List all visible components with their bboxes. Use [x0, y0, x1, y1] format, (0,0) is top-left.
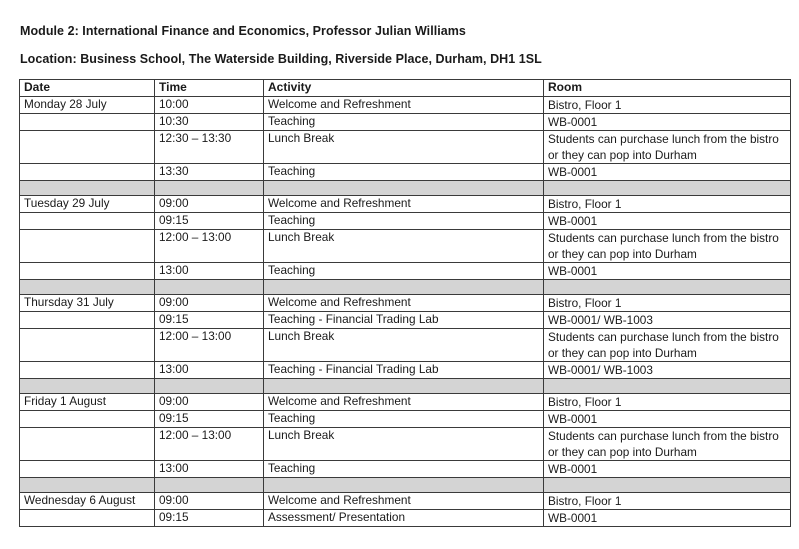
separator-cell — [544, 378, 791, 393]
activity-cell: Teaching — [264, 410, 544, 427]
separator-cell — [264, 279, 544, 294]
location-line: Location: Business School, The Waterside Building, Riverside Place, Durham, DH1 1SL — [20, 52, 542, 66]
activity-cell: Teaching - Financial Trading Lab — [264, 361, 544, 378]
room-cell: Students can purchase lunch from the bistro or they can pop into Durham — [544, 229, 791, 262]
date-cell — [20, 460, 155, 477]
table-row — [20, 262, 791, 279]
room-cell: Students can purchase lunch from the bistro or they can pop into Durham — [544, 130, 791, 163]
activity-cell: Welcome and Refreshment — [264, 294, 544, 311]
separator-cell — [20, 378, 155, 393]
date-cell — [20, 262, 155, 279]
schedule-table — [19, 79, 791, 527]
table-row — [20, 361, 791, 378]
date-cell: Thursday 31 July — [20, 294, 155, 311]
room-cell: WB-0001 — [544, 460, 791, 477]
date-cell: Tuesday 29 July — [20, 195, 155, 212]
time-cell: 09:00 — [155, 294, 264, 311]
date-cell: Wednesday 6 August — [20, 492, 155, 509]
time-cell: 09:00 — [155, 492, 264, 509]
room-cell: Bistro, Floor 1 — [544, 96, 791, 113]
column-header-room: Room — [544, 80, 791, 97]
activity-cell: Welcome and Refreshment — [264, 393, 544, 410]
time-cell: 09:00 — [155, 393, 264, 410]
table-row — [20, 113, 791, 130]
separator-cell — [544, 180, 791, 195]
activity-cell: Lunch Break — [264, 427, 544, 460]
separator-cell — [544, 279, 791, 294]
date-cell — [20, 328, 155, 361]
date-cell — [20, 509, 155, 526]
time-cell: 09:00 — [155, 195, 264, 212]
time-cell: 13:00 — [155, 460, 264, 477]
activity-cell: Welcome and Refreshment — [264, 195, 544, 212]
separator-cell — [155, 279, 264, 294]
column-header-date: Date — [20, 80, 155, 97]
separator-cell — [20, 477, 155, 492]
separator-cell — [264, 180, 544, 195]
room-cell: WB-0001 — [544, 262, 791, 279]
separator-cell — [20, 180, 155, 195]
time-cell: 09:15 — [155, 212, 264, 229]
day-separator-row — [20, 180, 791, 195]
room-cell: WB-0001 — [544, 212, 791, 229]
separator-cell — [20, 279, 155, 294]
table-row — [20, 195, 791, 212]
separator-cell — [264, 477, 544, 492]
time-cell: 12:00 – 13:00 — [155, 328, 264, 361]
time-cell: 09:15 — [155, 509, 264, 526]
table-row — [20, 460, 791, 477]
table-row — [20, 212, 791, 229]
time-cell: 12:30 – 13:30 — [155, 130, 264, 163]
table-row — [20, 294, 791, 311]
table-row — [20, 96, 791, 113]
schedule-body — [20, 96, 791, 526]
date-cell: Monday 28 July — [20, 96, 155, 113]
separator-cell — [264, 378, 544, 393]
time-cell: 12:00 – 13:00 — [155, 229, 264, 262]
table-row — [20, 229, 791, 262]
time-cell: 13:00 — [155, 262, 264, 279]
room-cell: Bistro, Floor 1 — [544, 492, 791, 509]
table-row — [20, 163, 791, 180]
time-cell: 09:15 — [155, 410, 264, 427]
table-row — [20, 328, 791, 361]
activity-cell: Teaching - Financial Trading Lab — [264, 311, 544, 328]
room-cell: Bistro, Floor 1 — [544, 195, 791, 212]
activity-cell: Lunch Break — [264, 130, 544, 163]
room-cell: WB-0001 — [544, 410, 791, 427]
table-row — [20, 130, 791, 163]
column-header-time: Time — [155, 80, 264, 97]
separator-cell — [544, 477, 791, 492]
room-cell: WB-0001/ WB-1003 — [544, 311, 791, 328]
activity-cell: Teaching — [264, 262, 544, 279]
date-cell — [20, 163, 155, 180]
date-cell — [20, 229, 155, 262]
day-separator-row — [20, 378, 791, 393]
table-row — [20, 509, 791, 526]
date-cell — [20, 212, 155, 229]
time-cell: 13:30 — [155, 163, 264, 180]
table-row — [20, 311, 791, 328]
room-cell: WB-0001 — [544, 509, 791, 526]
room-cell: Bistro, Floor 1 — [544, 393, 791, 410]
date-cell — [20, 113, 155, 130]
date-cell — [20, 311, 155, 328]
activity-cell: Assessment/ Presentation — [264, 509, 544, 526]
day-separator-row — [20, 279, 791, 294]
separator-cell — [155, 477, 264, 492]
time-cell: 12:00 – 13:00 — [155, 427, 264, 460]
room-cell: WB-0001/ WB-1003 — [544, 361, 791, 378]
table-row — [20, 427, 791, 460]
day-separator-row — [20, 477, 791, 492]
date-cell — [20, 361, 155, 378]
separator-cell — [155, 180, 264, 195]
activity-cell: Welcome and Refreshment — [264, 96, 544, 113]
time-cell: 13:00 — [155, 361, 264, 378]
table-row — [20, 410, 791, 427]
date-cell — [20, 130, 155, 163]
table-row — [20, 492, 791, 509]
header-row — [20, 80, 791, 97]
column-header-activity: Activity — [264, 80, 544, 97]
room-cell: Bistro, Floor 1 — [544, 294, 791, 311]
room-cell: Students can purchase lunch from the bistro or they can pop into Durham — [544, 427, 791, 460]
date-cell — [20, 410, 155, 427]
date-cell — [20, 427, 155, 460]
date-cell: Friday 1 August — [20, 393, 155, 410]
time-cell: 10:00 — [155, 96, 264, 113]
activity-cell: Lunch Break — [264, 229, 544, 262]
activity-cell: Teaching — [264, 163, 544, 180]
time-cell: 10:30 — [155, 113, 264, 130]
module-title: Module 2: International Finance and Economics, Professor Julian Williams — [20, 24, 466, 38]
table-row — [20, 393, 791, 410]
activity-cell: Teaching — [264, 460, 544, 477]
time-cell: 09:15 — [155, 311, 264, 328]
room-cell: Students can purchase lunch from the bistro or they can pop into Durham — [544, 328, 791, 361]
activity-cell: Teaching — [264, 212, 544, 229]
separator-cell — [155, 378, 264, 393]
room-cell: WB-0001 — [544, 113, 791, 130]
room-cell: WB-0001 — [544, 163, 791, 180]
activity-cell: Lunch Break — [264, 328, 544, 361]
activity-cell: Welcome and Refreshment — [264, 492, 544, 509]
activity-cell: Teaching — [264, 113, 544, 130]
